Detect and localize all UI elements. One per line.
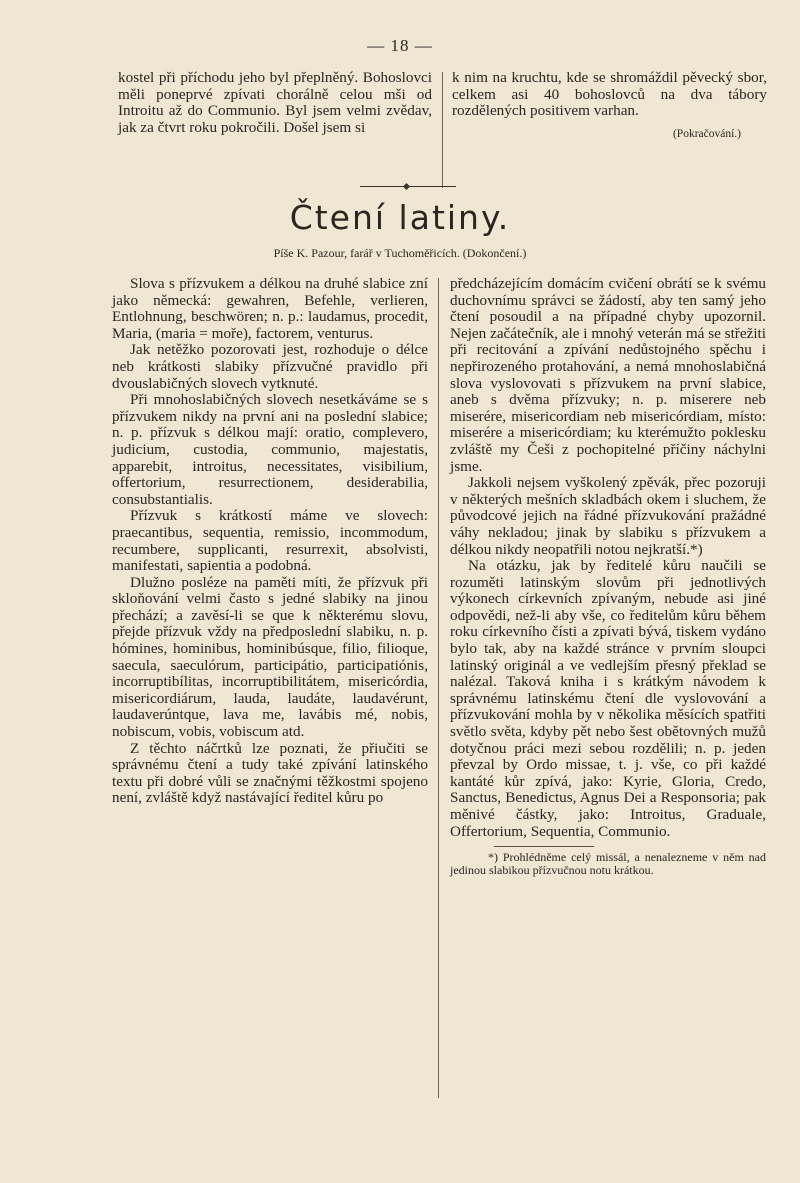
continued-note: (Pokračování.) xyxy=(672,127,741,140)
paragraph: Přízvuk s krátkostí máme ve slovech: praecantibus, sequentia, remissio, incommodum, recumbere, supplicanti, resurrexit, absolvisti, manifestati, sapientia a podobná. xyxy=(112,507,428,575)
page-number: — 18 — xyxy=(367,36,433,55)
paragraph: Při mnohoslabičných slovech nesetkáváme se s přízvukem nikdy na první ani na poslední slabice; n. p. přízvuk s délkou mají: oratio, complevero, judicium, custodia, communio, majestatis, apparebit, introitus, necessitates, visibilium, offertorium, resurrectionem, desiderabilia, consubstantialis. xyxy=(112,391,428,508)
top-right-column xyxy=(452,70,767,142)
paragraph: Jak netěžko pozorovati jest, rozhoduje o délce neb krátkosti slabiky přízvučné pravidlo při dvouslabičných slovech vytknuté. xyxy=(112,341,428,392)
right-column xyxy=(450,276,766,878)
column-divider xyxy=(438,278,439,1098)
article-byline: Píše K. Pazour, farář v Tuchoměřicích. (Dokončení.) xyxy=(273,246,527,260)
paragraph: Dlužno posléze na paměti míti, že přízvuk při skloňování velmi často s jedné slabiky na jinou přechází; a zavěsí-li se que k některému slovu, přejde přízvuk vždy na předposlední slabiku, n. p. hómines, hominibus, hominibúsque, filio, filioque, saecula, saeculórum, participátio, participatiónis, incorruptibílitas, incorruptibilitátem, misericórdia, misericordiárum, lauda, laudáte, laudavérunt, laudaverúntque, lava me, lavábis mé, nobis, nobiscum, vobis, vobiscum atd. xyxy=(112,573,428,741)
paragraph: k nim na kruchtu, kde se shromáždil pěvecký sbor, celkem asi 40 bohoslovců na dva tábory rozdělených positivem varhan. xyxy=(452,69,767,120)
paragraph: Slova s přízvukem a délkou na druhé slabice zní jako německá: gewahren, Befehle, verlieren, Entlohnung, beschwören; n. p.: laudamus, procedit, Maria, (maria = moře), factorem, venturus. xyxy=(112,275,428,342)
paragraph: předcházejícím domácím cvičení obrátí se k svému duchovnímu správci se žádostí, aby ten samý jeho čtení posoudil a na případné chyby upozornil. Nejen začátečník, ale i mnohý veterán má se střežiti při recitování a zpívání nedůstojného spěchu i nepřirozeného protahování, a nemá mnohoslabičná slova vyslovovati s přízvukem na první slabice, aneb s dvěma přízvuky; n. p. miserere neb miserére, misericordiam neb misericórdiam, místo: miserére a misericórdiam; ku kterémužto poklesku zvláště my Češi z pochopitelné příčiny náchylni jsme. xyxy=(450,275,766,475)
paragraph: Z těchto náčrtků lze poznati, že přiučiti se správnému čtení a tudy také zpívání latinského textu při dobré vůli se značnými těžkostmi spojeno není, zvláště když nastávající ředitel kůru po xyxy=(112,739,428,807)
footnote-rule xyxy=(494,846,594,847)
footnote: *) Prohlédněme celý missál, a nenalezneme v něm nad jedinou slabikou přízvučnou notu krátkou. xyxy=(450,850,766,878)
paragraph: Jakkoli nejsem vyškolený zpěvák, přec pozoruji v některých mešních skladbách okem i sluchem, že původcové jejich na řádné přízvukování pražádné váhy nekladou; jinak by slabiku s přízvukem a délkou nikdy neopatřili notou nejkratší.*) xyxy=(450,474,766,558)
paragraph: Na otázku, jak by ředitelé kůru naučili se rozuměti latinským slovům při jednotlivých výkonech církevních zpívaným, nebude asi jiné odpovědi, než-li aby vše, co ředitelům kůru během roku církevního čísti a zpívati bývá, tiskem vydáno bylo tak, aby na každé stránce v prvním sloupci latinský originál a ve vedlejším přesný překlad se nalézal. Taková kniha i s krátkým návodem k správnému latinskému čtení dle vyslovování a přízvukování mohla by v několika měsících spatřiti světlo světa, kdyby pět nebo šest obětovných mužů dotyčnou práci mezi sebou rozdělili; n. p. jeden převzal by Ordo missae, t. j. vše, co při každé kantáté kůr zpívá, jako: Kyrie, Gloria, Credo, Sanctus, Benedictus, Agnus Dei a Responsoria; pak měnivé částky, jako: Introitus, Graduale, Offertorium, Sequentia, Communio. xyxy=(450,557,766,840)
paragraph: kostel při příchodu jeho byl přeplněný. Bohoslovci měli poneprvé zpívati chorálně celou mši od Introitu až do Communio. Byl jsem velmi zvědav, jak za čtvrt roku pokročili. Došel jsem si xyxy=(118,69,432,136)
left-column xyxy=(112,276,428,807)
top-left-column xyxy=(118,70,432,136)
article-title: Čtení latiny. xyxy=(289,198,511,237)
section-ornament xyxy=(360,184,456,188)
top-column-divider xyxy=(442,72,443,188)
